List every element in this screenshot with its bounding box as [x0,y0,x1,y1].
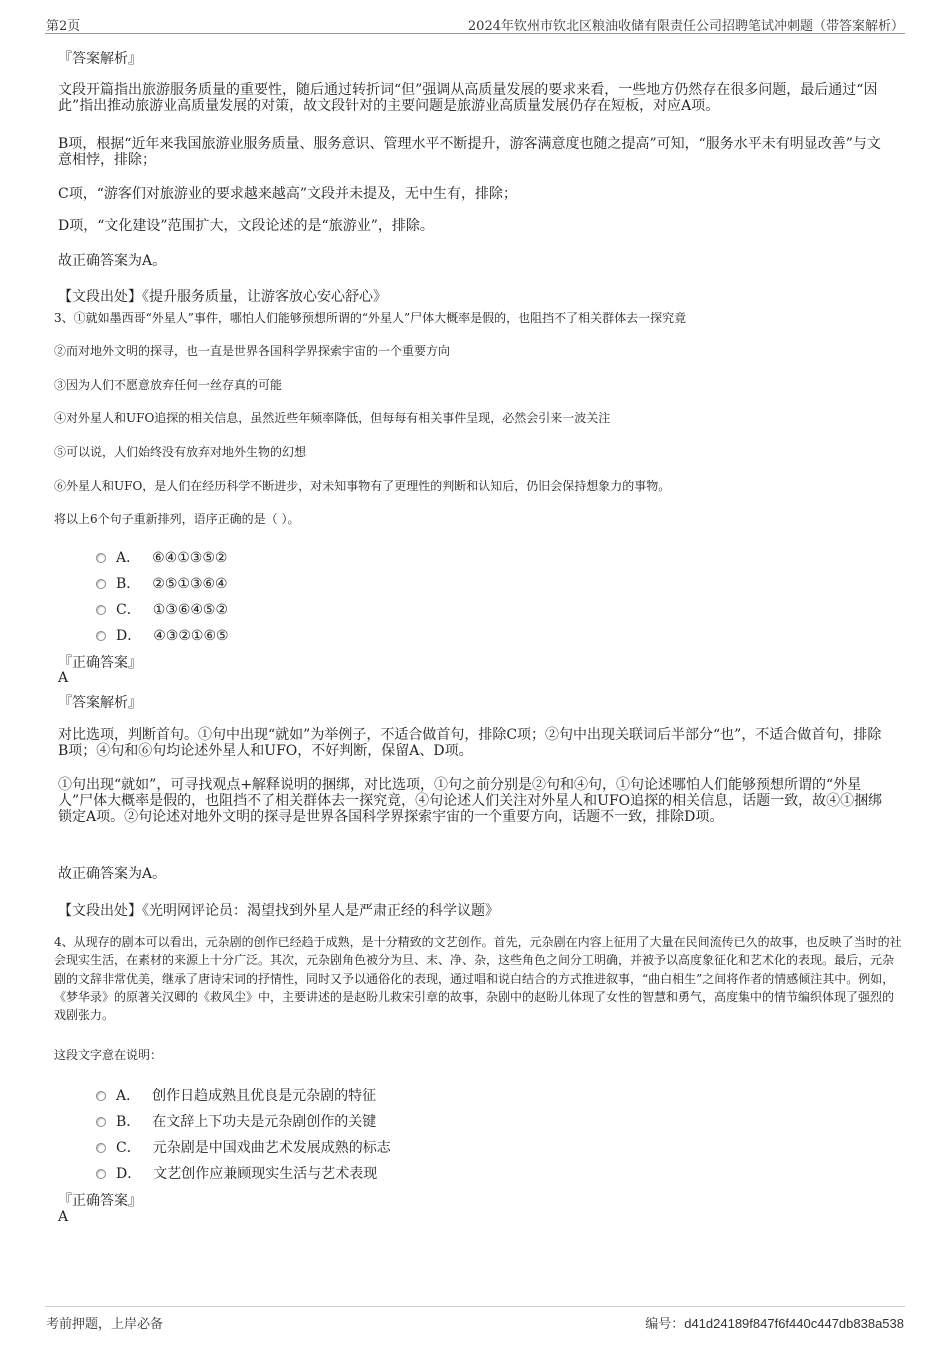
option-d-radio[interactable] [96,1169,106,1179]
question-stem-sentence: 3、①就如墨西哥“外星人”事件，哪怕人们能够预想所谓的“外星人”尸体大概率是假的，也阻挡不了相关群体去一探究竟 [54,311,687,325]
footer-slogan: 考前押题，上岸必备 [46,1317,164,1332]
analysis-paragraph: B项，根据“近年来我国旅游业服务质量、服务意识、管理水平不断提升，游客满意度也随之提高”可知，“服务水平未有明显改善”与文意相悖，排除； [58,136,881,168]
option-letter: A． [116,1088,141,1104]
correct-answer: A [58,670,69,686]
option-b[interactable] [116,573,228,593]
question-stem-sentence: ③因为人们不愿意放弃任何一丝存真的可能 [54,378,283,392]
analysis-paragraph: C项，“游客们对旅游业的要求越来越高”文段并未提及，无中生有，排除； [58,186,518,202]
analysis-conclusion: 故正确答案为A。 [58,866,167,882]
option-c-radio[interactable] [96,605,106,615]
option-text: 元杂剧是中国戏曲艺术发展成熟的标志 [152,1140,391,1156]
option-a[interactable] [116,1085,376,1105]
question-stem: 4、从现存的剧本可以看出，元杂剧的创作已经趋于成熟，是十分精致的文艺创作。首先，元杂剧在内容上征用了大量在民间流传已久的故事，也反映了当时的社会现实生活，在素材的来源上十分广泛。其次，元杂剧角色被分为旦、末、净、杂，这些角色之间分工明确，并被予以高度象征化和艺术化的表现。最后，元杂剧的文辞非常优美，继承了唐诗宋词的抒情性，同时又予以通俗化的表现，通过唱和说白结合的方式推进叙事，“曲白相生”之间将作者的情感倾注其中。例如，《梦华录》的原著关汉卿的《救风尘》中，主要讲述的是赵盼儿救宋引章的故事，杂剧中的赵盼儿体现了女性的智慧和勇气，高度集中的情节编织体现了强烈的戏剧张力。 [54,935,902,1023]
option-letter: D． [116,1166,142,1182]
option-b-radio[interactable] [96,579,106,589]
option-c-radio[interactable] [96,1143,106,1153]
option-a-radio[interactable] [96,553,106,563]
option-text: 在文辞上下功夫是元杂剧创作的关键 [152,1114,377,1130]
option-c[interactable] [116,599,228,619]
option-a-radio[interactable] [96,1091,106,1101]
code-value: d41d24189f847f6f440c447db838a538 [684,1316,904,1331]
question-prompt: 将以上6个句子重新排列，语序正确的是（ ）。 [54,512,300,526]
option-letter: B． [116,576,141,592]
option-d[interactable] [116,1163,377,1183]
question-stem-sentence: ④对外星人和UFO追探的相关信息，虽然近些年频率降低，但每每有相关事件呈现，必然会引来一波关注 [54,411,611,425]
document-code [645,1313,904,1332]
passage-source: 【文段出处】《光明网评论员：渴望找到外星人是严肃正经的科学议题》 [58,903,499,919]
answer-analysis-heading: 『答案解析』 [58,695,142,711]
option-text: ②⑤①③⑥④ [152,576,228,592]
option-letter: B． [116,1114,141,1130]
option-text: 创作日趋成熟且优良是元杂剧的特征 [152,1088,377,1104]
option-d[interactable] [116,625,229,645]
code-label: 编号： [645,1317,685,1332]
answer-analysis-heading: 『答案解析』 [58,51,142,67]
analysis-conclusion: 故正确答案为A。 [58,253,167,269]
analysis-paragraph: ①句出现“就如”，可寻找观点+解释说明的捆绑，对比选项，①句之前分别是②句和④句，①句论述哪怕人们能够预想所谓的“外星人”尸体大概率是假的，也阻挡不了相关群体去一探究竟，④句论述人们关注对外星人和UFO追探的相关信息，话题一致，故④①捆绑锁定A项。②句论述对地外文明的探寻是世界各国科学界探索宇宙的一个重要方向，话题不一致，排除D项。 [58,777,883,825]
option-text: ④③②①⑥⑤ [153,628,229,644]
analysis-paragraph: 文段开篇指出旅游服务质量的重要性，随后通过转折词“但”强调从高质量发展的要求来看，一些地方仍然存在很多问题，最后通过“因此”指出推动旅游业高质量发展的对策，故文段针对的主要问题是旅游业高质量发展仍存在短板，对应A项。 [58,82,878,114]
document-title: 2024年钦州市钦北区粮油收储有限责任公司招聘笔试冲刺题（带答案解析） [467,19,904,34]
option-c[interactable] [116,1137,391,1157]
question-prompt: 这段文字意在说明： [54,1048,163,1062]
analysis-paragraph: D项，“文化建设”范围扩大，文段论述的是“旅游业”，排除。 [58,218,434,234]
footer-divider [45,1306,905,1307]
option-letter: D． [116,628,142,644]
option-letter: A． [116,550,141,566]
option-d-radio[interactable] [96,631,106,641]
option-text: ⑥④①③⑤② [152,550,228,566]
header-divider [45,33,905,34]
question-stem-sentence: ②而对地外文明的探寻，也一直是世界各国科学界探索宇宙的一个重要方向 [54,344,451,358]
option-text: ①③⑥④⑤② [152,602,229,618]
option-b-radio[interactable] [96,1117,106,1127]
passage-source: 【文段出处】《提升服务质量，让游客放心安心舒心》 [58,289,387,305]
analysis-paragraph: 对比选项，判断首句。①句中出现“就如”为举例子，不适合做首句，排除C项；②句中出现关联词后半部分“也”，不适合做首句，排除B项；④句和⑥句均论述外星人和UFO，不好判断，保留A、D项。 [58,727,882,759]
option-text: 文艺创作应兼顾现实生活与艺术表现 [153,1166,378,1182]
option-b[interactable] [116,1111,376,1131]
option-a[interactable] [116,547,227,567]
option-letter: C． [116,1140,141,1156]
page-number: 第2页 [46,19,81,34]
correct-answer: A [58,1209,69,1225]
option-letter: C． [116,602,141,618]
correct-answer-heading: 『正确答案』 [58,655,142,671]
correct-answer-heading: 『正确答案』 [58,1193,142,1209]
question-stem-sentence: ⑤可以说，人们始终没有放弃对地外生物的幻想 [54,445,307,459]
question-stem-sentence: ⑥外星人和UFO，是人们在经历科学不断进步，对未知事物有了更理性的判断和认知后，仍旧会保持想象力的事物。 [54,479,671,493]
